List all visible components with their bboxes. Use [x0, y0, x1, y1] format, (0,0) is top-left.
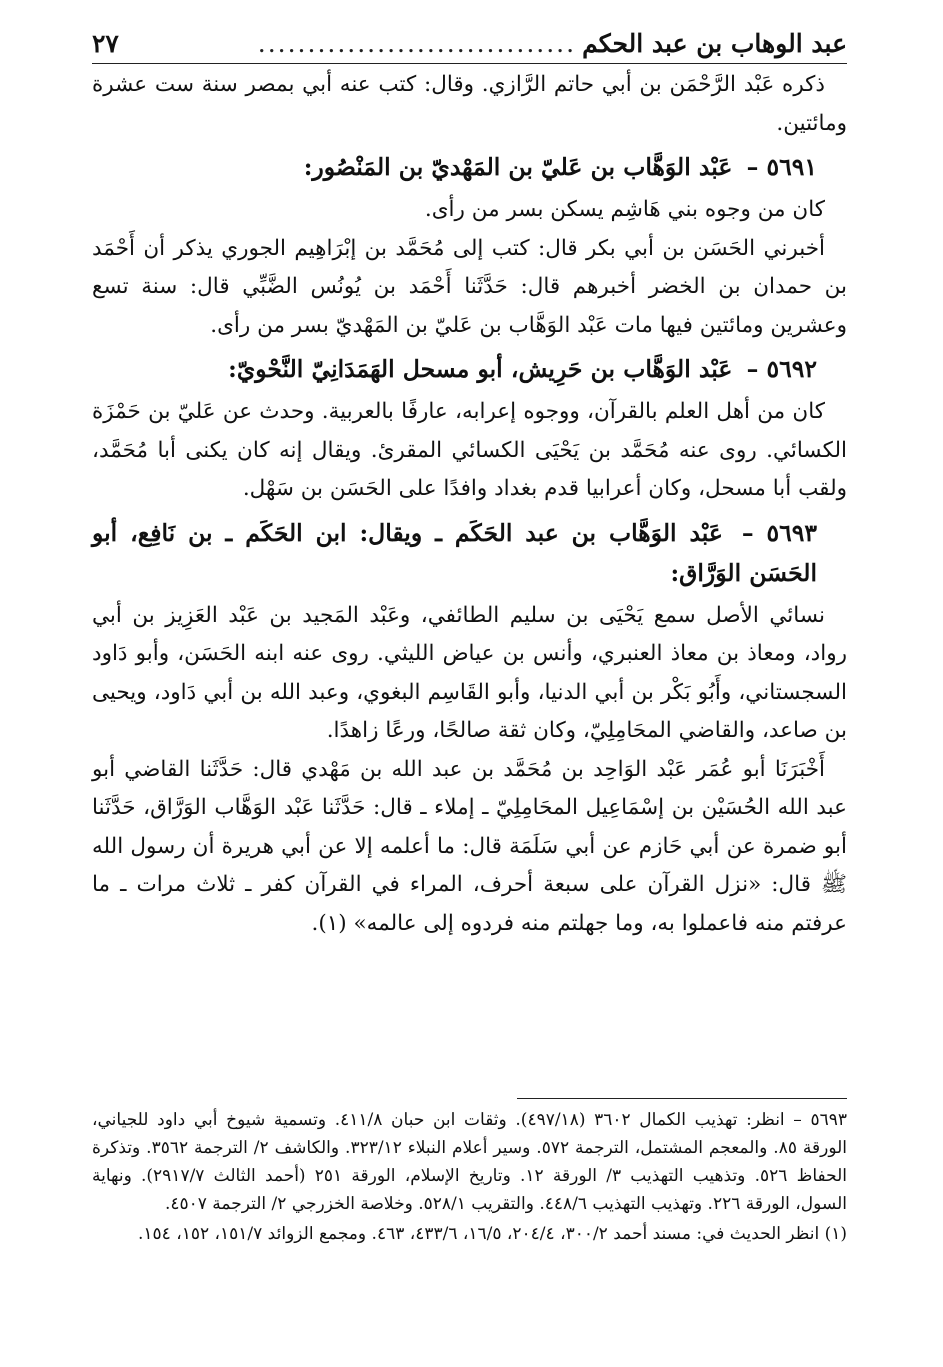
footnote-hadith: (١) انظر الحديث في: مسند أحمد ٣٠٠/٢، ٢٠٤/٤، ١٦/٥، ٤٣٣/٦، ٤٦٣. ومجمع الزوائد ١٥١/٧، ١٥٢، ١٥٤. — [138, 1224, 847, 1244]
leader-dots: ................................ — [257, 28, 577, 58]
entry-name: عَبْد الوَهَّاب بن عَليّ بن المَهْديّ بن المَنْصُور: — [303, 153, 733, 181]
entry-heading-5691 — [92, 147, 847, 187]
entry-name: عَبْد الوَهَّاب بن عبد الحَكَم ـ ويقال: ابن الحَكَم ـ بن نَافِع، أبو الحَسَن الوَرَّاق: — [92, 518, 817, 587]
page-number: ٢٧ — [92, 28, 119, 58]
footnotes — [92, 1106, 847, 1248]
paragraph: كان من وجوه بني هَاشِم يسكن بسر من رأى. — [424, 197, 825, 222]
entry-name: عَبْد الوَهَّاب بن حَرِيش، أبو مسحل الهَمَدَانِيّ النَّحْويّ: — [228, 355, 733, 383]
paragraph-continuation: ذكره عَبْد الرَّحْمَن بن أبي حاتم الرَّازي. وقال: كتب عنه أبي بمصر سنة ست عشرة ومائتين. — [92, 72, 847, 136]
paragraph: نسائي الأصل سمع يَحْيَى بن سليم الطائفي، وعَبْد المَجيد بن عَبْد العَزِيز بن أبي رواد، ومعاذ بن معاذ العنبري، وأنس بن عياض الليثي. روى عنه ابنه الحَسَن، وأبو دَاود السجستاني، وأَبُو بَكْر بن أبي الدنيا، وأبو القَاسِم البغوي، وعبد الله بن أبي دَاود، ويحيى بن صاعد، والقاضي المحَامِلِيّ، وكان ثقة صالحًا، ورعًا زاهدًا. — [92, 602, 847, 743]
entry-number: ٥٦٩٢ – — [746, 355, 817, 383]
paragraph: أخبرني الحَسَن بن أبي بكر قال: كتب إلى مُحَمَّد بن إبْرَاهِيم الجوري يذكر أن أَحْمَد بن حمدان بن الخضر أخبرهم قال: حَدَّثَنا أَحْمَد بن يُونُس الضَّبِّي قال: سنة تسع وعشرين ومائتين فيها مات عَبْد الوَهَّاب بن عَليّ بن المَهْديّ بسر من رأى. — [92, 235, 847, 338]
paragraph: أَخْبَرَنَا أبو عُمَر عَبْد الوَاحِد بن مُحَمَّد بن عبد الله بن مَهْدي قال: حَدَّثَنا القاضي أبو عبد الله الحُسَيْن بن إسْمَاعِيل المحَامِلِيّ ـ إملاء ـ قال: حَدَّثَنا عَبْد الوَهَّاب الوَرَّاق، حَدَّثَنا أبو ضمرة عن أبي حَازم عن أبي سَلَمَة قال: ما أعلمه إلا عن أبي هريرة أن رسول الله ﷺ قال: «نزل القرآن على سبعة أحرف، المراء في القرآن كفر ـ ثلاث مرات ـ ما عرفتم منه فاعملوا به، وما جهلتم منه فردوه إلى عالمه» (١). — [92, 756, 847, 936]
footnote-separator — [517, 1098, 847, 1099]
entry-heading-5693 — [92, 513, 847, 593]
main-text — [92, 66, 847, 943]
entry-heading-5692 — [92, 349, 847, 389]
page-header — [92, 24, 847, 62]
entry-number: ٥٦٩٣ – — [741, 518, 817, 547]
entry-number: ٥٦٩١ – — [746, 153, 817, 181]
header-rule — [92, 63, 847, 64]
paragraph: كان من أهل العلم بالقرآن، ووجوه إعرابه، عارفًا بالعربية. وحدث عن عَليّ بن حَمْزَة الكسائي. روى عنه مُحَمَّد بن يَحْيَى الكسائي المقرئ. ويقال إنه كان يكنى أبا مُحَمَّد، ولقب أبا مسحل، وكان أعرابيا قدم بغداد وافدًا على الحَسَن بن سَهْل. — [92, 399, 847, 501]
footnote-sources: ٥٦٩٣ – انظر: تهذيب الكمال ٣٦٠٢ (٤٩٧/١٨). وثقات ابن حبان ٤١١/٨. وتسمية شيوخ أبي داود للجياني، الورقة ٨٥. والمعجم المشتمل، الترجمة ٥٧٢. وسير أعلام النبلاء ٣٢٣/١٢. والكاشف ٢/ الترجمة ٣٥٦٢. وتذكرة الحفاظ ٥٢٦. وتذهيب التهذيب ٣/ الورقة ١٢. وتاريخ الإسلام، الورقة ٢٥١ (أحمد الثالث ٢٩١٧/٧). ونهاية السول، الورقة ٢٢٦. وتهذيب التهذيب ٤٤٨/٦. والتقريب ٥٢٨/١. وخلاصة الخزرجي ٢/ الترجمة ٤٥٠٧. — [92, 1110, 848, 1214]
running-title: عبد الوهاب بن عبد الحكم — [582, 28, 847, 58]
